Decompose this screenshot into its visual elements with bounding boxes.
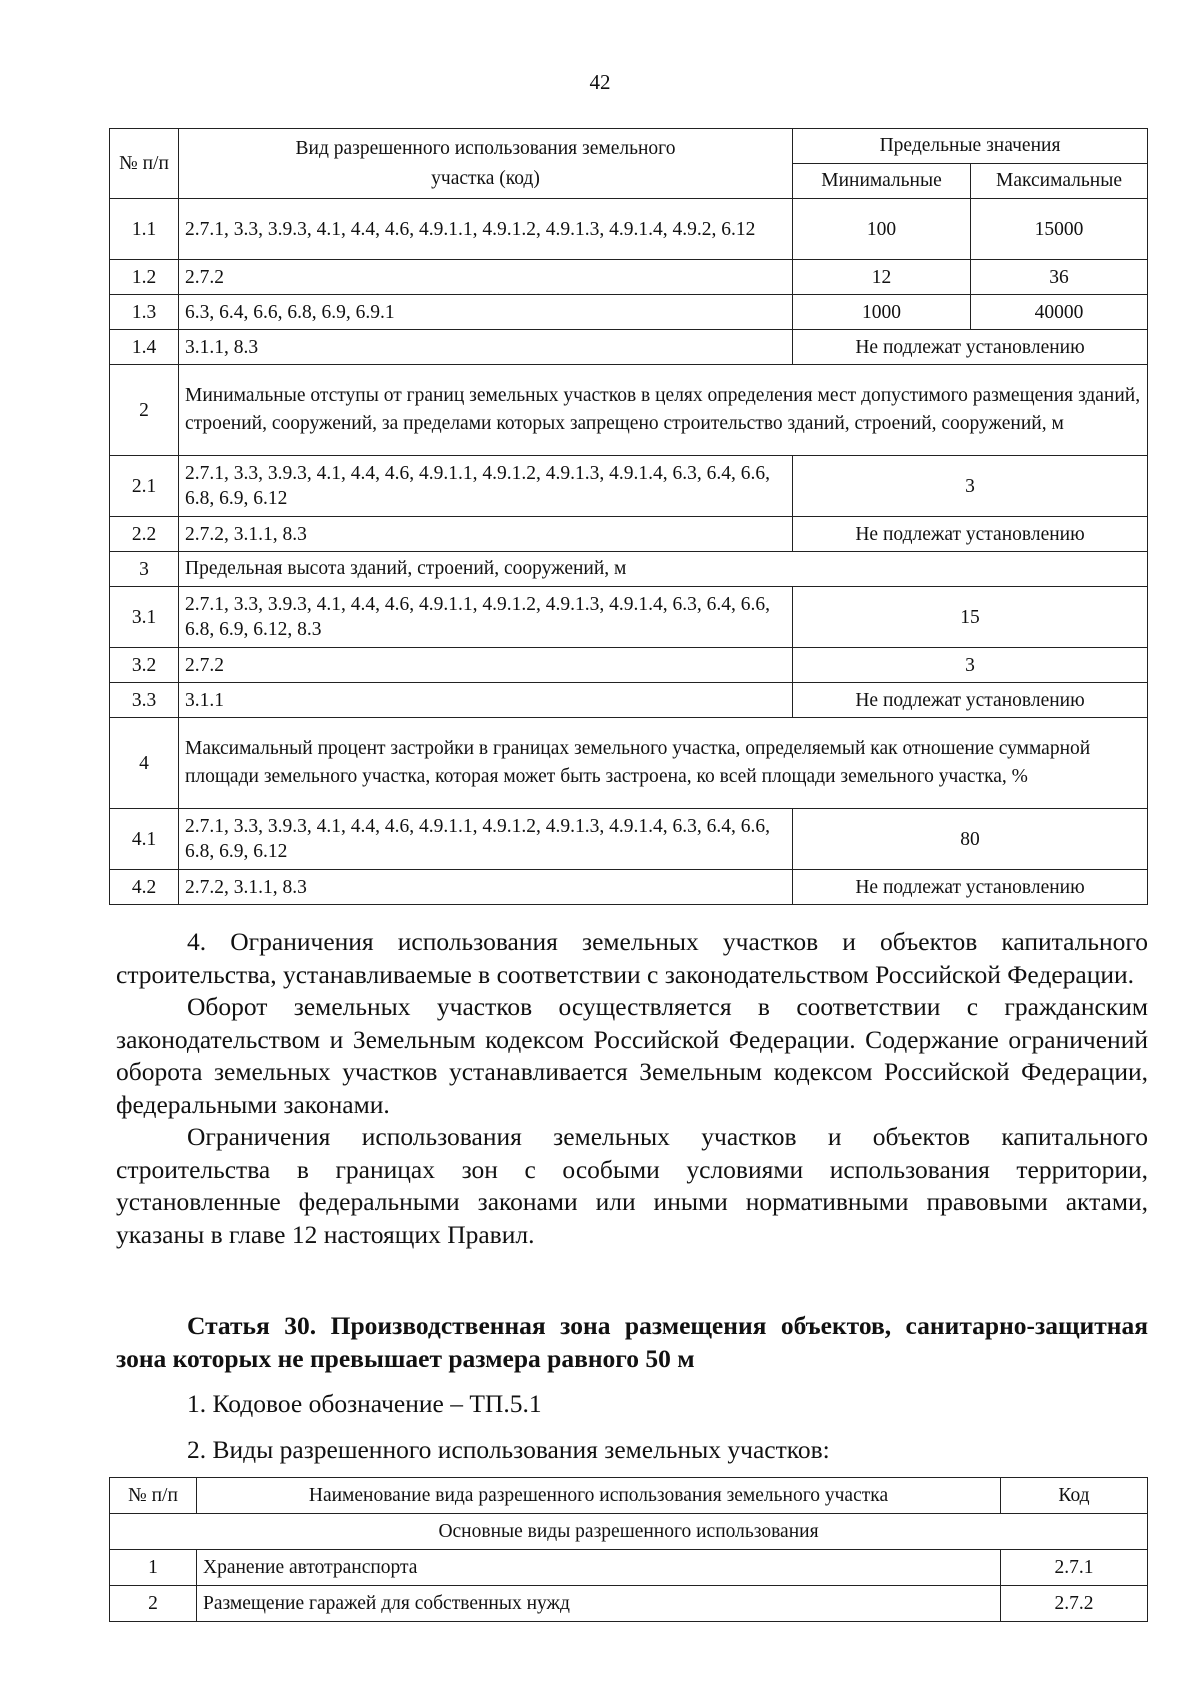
row-codes: 6.3, 6.4, 6.6, 6.8, 6.9, 6.9.1	[179, 295, 793, 330]
header-num: № п/п	[110, 129, 179, 199]
table-row	[110, 456, 1148, 517]
table-row	[110, 330, 1148, 365]
row-value: 80	[793, 809, 1148, 870]
table-section-row	[110, 1514, 1148, 1550]
row-max: 36	[971, 260, 1148, 295]
table-row	[110, 1586, 1148, 1622]
table-row	[110, 199, 1148, 260]
row-value: Не подлежат установлению	[793, 330, 1148, 365]
row-num: 1.1	[110, 199, 179, 260]
header-num: № п/п	[110, 1478, 197, 1514]
row-num: 2	[110, 365, 179, 456]
table-row	[110, 1550, 1148, 1586]
row-num: 2.2	[110, 517, 179, 552]
row-value: 15	[793, 587, 1148, 648]
list-item-code: 1. Кодовое обозначение – ТП.5.1	[187, 1389, 542, 1418]
header-max: Максимальные	[971, 164, 1148, 199]
row-min: 100	[793, 199, 971, 260]
row-description: Минимальные отступы от границ земельных участков в целях определения мест допустимого размещения зданий, строений, сооружений, за пределами которых запрещено строительство зданий, строений, сооружений, м	[179, 365, 1148, 456]
row-num: 4.2	[110, 870, 179, 905]
table-row	[110, 587, 1148, 648]
table-row	[110, 648, 1148, 683]
permitted-uses-table	[109, 1477, 1148, 1622]
row-description: Предельная высота зданий, строений, сооружений, м	[179, 552, 1148, 587]
row-codes: 2.7.2	[179, 260, 793, 295]
table-row	[110, 809, 1148, 870]
row-num: 2.1	[110, 456, 179, 517]
paragraph: Ограничения использования земельных участков и объектов капитального строительства в границах зон с особыми условиями использования территории, установленные федеральными законами или иными нормативными правовыми актами, указаны в главе 12 настоящих Правил.	[116, 1122, 1148, 1249]
header-type: Вид разрешенного использования земельного участка (код)	[179, 129, 793, 199]
row-num: 2	[110, 1586, 197, 1622]
row-codes: 2.7.2	[179, 648, 793, 683]
row-value: 3	[793, 648, 1148, 683]
row-value: Не подлежат установлению	[793, 683, 1148, 718]
row-min: 12	[793, 260, 971, 295]
row-code: 2.7.2	[1001, 1586, 1148, 1622]
restrictions-text	[116, 926, 1148, 1251]
paragraph: 4. Ограничения использования земельных участков и объектов капитального строительства, устанавливаемые в соответствии с законодательством Российской Федерации.	[116, 927, 1148, 989]
article-heading-block	[116, 1310, 1148, 1375]
row-num: 3.1	[110, 587, 179, 648]
limits-table	[109, 128, 1148, 905]
row-num: 1.3	[110, 295, 179, 330]
row-max: 40000	[971, 295, 1148, 330]
paragraph: Оборот земельных участков осуществляется в соответствии с гражданским законодательством и Земельным кодексом Российской Федерации. Содержание ограничений оборота земельных участков устанавливается Земельным кодексом Российской Федерации, федеральными законами.	[116, 992, 1148, 1119]
article-heading: Статья 30. Производственная зона размещения объектов, санитарно-защитная зона которых не превышает размера равного 50 м	[116, 1311, 1148, 1373]
row-max: 15000	[971, 199, 1148, 260]
row-min: 1000	[793, 295, 971, 330]
section-title: Основные виды разрешенного использования	[110, 1514, 1148, 1550]
table-row	[110, 295, 1148, 330]
row-num: 3.2	[110, 648, 179, 683]
header-min: Минимальные	[793, 164, 971, 199]
row-num: 1.2	[110, 260, 179, 295]
row-codes: 2.7.1, 3.3, 3.9.3, 4.1, 4.4, 4.6, 4.9.1.1, 4.9.1.2, 4.9.1.3, 4.9.1.4, 4.9.2, 6.12	[179, 199, 793, 260]
table-section-row	[110, 552, 1148, 587]
page-number: 42	[589, 70, 611, 94]
row-name: Хранение автотранспорта	[197, 1550, 1001, 1586]
list-item-permitted-uses: 2. Виды разрешенного использования земельных участков:	[187, 1435, 830, 1464]
row-num: 3	[110, 552, 179, 587]
table-header-row	[110, 129, 1148, 164]
row-value: Не подлежат установлению	[793, 870, 1148, 905]
header-code: Код	[1001, 1478, 1148, 1514]
row-code: 2.7.1	[1001, 1550, 1148, 1586]
row-value: 3	[793, 456, 1148, 517]
row-codes: 2.7.2, 3.1.1, 8.3	[179, 870, 793, 905]
row-num: 3.3	[110, 683, 179, 718]
row-codes: 3.1.1, 8.3	[179, 330, 793, 365]
row-value: Не подлежат установлению	[793, 517, 1148, 552]
row-num: 1.4	[110, 330, 179, 365]
row-description: Максимальный процент застройки в границах земельного участка, определяемый как отношение суммарной площади земельного участка, которая может быть застроена, ко всей площади земельного участка, %	[179, 718, 1148, 809]
row-codes: 2.7.2, 3.1.1, 8.3	[179, 517, 793, 552]
row-num: 4	[110, 718, 179, 809]
row-num: 1	[110, 1550, 197, 1586]
row-codes: 3.1.1	[179, 683, 793, 718]
row-codes: 2.7.1, 3.3, 3.9.3, 4.1, 4.4, 4.6, 4.9.1.1, 4.9.1.2, 4.9.1.3, 4.9.1.4, 6.3, 6.4, 6.6, 6.8, 6.9, 6.12, 8.3	[179, 587, 793, 648]
table-row	[110, 260, 1148, 295]
table-header-row	[110, 1478, 1148, 1514]
row-codes: 2.7.1, 3.3, 3.9.3, 4.1, 4.4, 4.6, 4.9.1.1, 4.9.1.2, 4.9.1.3, 4.9.1.4, 6.3, 6.4, 6.6, 6.8, 6.9, 6.12	[179, 456, 793, 517]
table-row	[110, 517, 1148, 552]
header-name: Наименование вида разрешенного использования земельного участка	[197, 1478, 1001, 1514]
table-row	[110, 683, 1148, 718]
row-name: Размещение гаражей для собственных нужд	[197, 1586, 1001, 1622]
table-section-row	[110, 718, 1148, 809]
table-section-row	[110, 365, 1148, 456]
header-limits: Предельные значения	[793, 129, 1148, 164]
row-codes: 2.7.1, 3.3, 3.9.3, 4.1, 4.4, 4.6, 4.9.1.1, 4.9.1.2, 4.9.1.3, 4.9.1.4, 6.3, 6.4, 6.6, 6.8, 6.9, 6.12	[179, 809, 793, 870]
table-row	[110, 870, 1148, 905]
row-num: 4.1	[110, 809, 179, 870]
